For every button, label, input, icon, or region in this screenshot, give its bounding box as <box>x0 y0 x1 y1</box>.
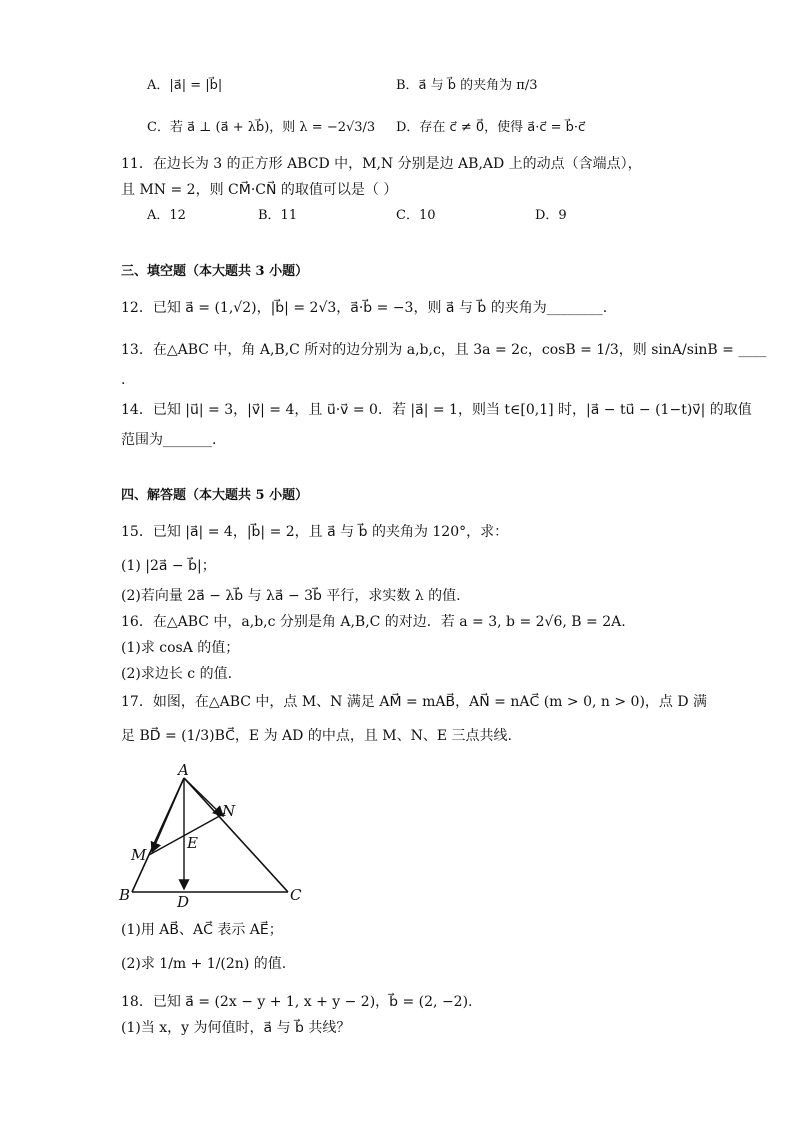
question-11-line2: 且 MN = 2，则 CM⃗·CN⃗ 的取值可以是（ ） <box>121 182 398 198</box>
question-16: 16．在△ABC 中，a,b,c 分别是角 A,B,C 的对边．若 a = 3, b = 2√6, B = 2A. <box>121 614 626 630</box>
question-17-part2: (2)求 1/m + 1/(2n) 的值. <box>121 956 287 972</box>
option-10a: A．|a⃗| = |b⃗| <box>147 78 223 93</box>
option-11c: C．10 <box>396 208 436 223</box>
question-13-line2: . <box>121 372 126 388</box>
section-3-heading: 三、填空题（本大题共 3 小题） <box>121 264 309 279</box>
option-10b: B．a⃗ 与 b⃗ 的夹角为 π/3 <box>396 78 538 93</box>
option-11d: D．9 <box>535 208 567 223</box>
question-17-part1: (1)用 AB⃗、AC⃗ 表示 AE⃗； <box>121 922 283 938</box>
question-12: 12．已知 a⃗ = (1,√2)，|b⃗| = 2√3，a⃗·b⃗ = −3，则 a⃗ 与 b⃗ 的夹角为________. <box>121 300 608 316</box>
question-15-part1: (1) |2a⃗ − b⃗|； <box>121 558 216 574</box>
question-16-part2: (2)求边长 c 的值. <box>121 666 233 682</box>
option-10c: C．若 a⃗ ⊥ (a⃗ + λb⃗)，则 λ = −2√3/3 <box>147 120 376 135</box>
option-11a: A．12 <box>147 208 186 223</box>
question-17-line2: 足 BD⃗ = (1/3)BC⃗，E 为 AD 的中点，且 M、N、E 三点共线. <box>121 728 512 744</box>
side-ac <box>184 778 288 892</box>
question-18-part1: (1)当 x，y 为何值时，a⃗ 与 b⃗ 共线？ <box>121 1020 351 1036</box>
label-n: N <box>222 802 236 820</box>
question-15-part2: (2)若向量 2a⃗ − λb⃗ 与 λa⃗ − 3b⃗ 平行，求实数 λ 的值. <box>121 588 461 604</box>
question-13-line1: 13．在△ABC 中，角 A,B,C 所对的边分别为 a,b,c，且 3a = 2c，cosB = 1/3，则 sinA/sinB = ____ <box>121 342 767 358</box>
label-c: C <box>290 886 302 904</box>
question-14-line1: 14．已知 |u⃗| = 3，|v⃗| = 4，且 u⃗·v⃗ = 0．若 |a⃗| = 1，则当 t∈[0,1] 时，|a⃗ − tu⃗ − (1−t)v⃗| 的取值 <box>121 402 752 418</box>
question-14-line2: 范围为_______. <box>121 432 217 448</box>
label-e: E <box>187 834 198 852</box>
triangle-figure <box>110 760 330 910</box>
vector-am <box>152 778 184 852</box>
vector-an <box>184 778 223 816</box>
label-d: D <box>177 893 190 910</box>
label-m: M <box>131 846 147 864</box>
question-15: 15．已知 |a⃗| = 4，|b⃗| = 2，且 a⃗ 与 b⃗ 的夹角为 120°，求： <box>121 524 509 540</box>
section-4-heading: 四、解答题（本大题共 5 小题） <box>121 488 309 503</box>
question-17-line1: 17．如图，在△ABC 中，点 M、N 满足 AM⃗ = mAB⃗，AN⃗ = nAC⃗ (m > 0, n > 0)，点 D 满 <box>121 694 708 710</box>
question-16-part1: (1)求 cosA 的值； <box>121 640 240 656</box>
question-18: 18．已知 a⃗ = (2x − y + 1, x + y − 2)，b⃗ = (2, −2). <box>121 994 473 1010</box>
question-11-line1: 11．在边长为 3 的正方形 ABCD 中，M,N 分别是边 AB,AD 上的动点（含端点）， <box>121 156 642 172</box>
label-a: A <box>178 761 189 779</box>
option-10d: D．存在 c⃗ ≠ 0⃗，使得 a⃗·c⃗ = b⃗·c⃗ <box>396 120 586 135</box>
label-b: B <box>119 886 131 904</box>
option-11b: B．11 <box>258 208 298 223</box>
